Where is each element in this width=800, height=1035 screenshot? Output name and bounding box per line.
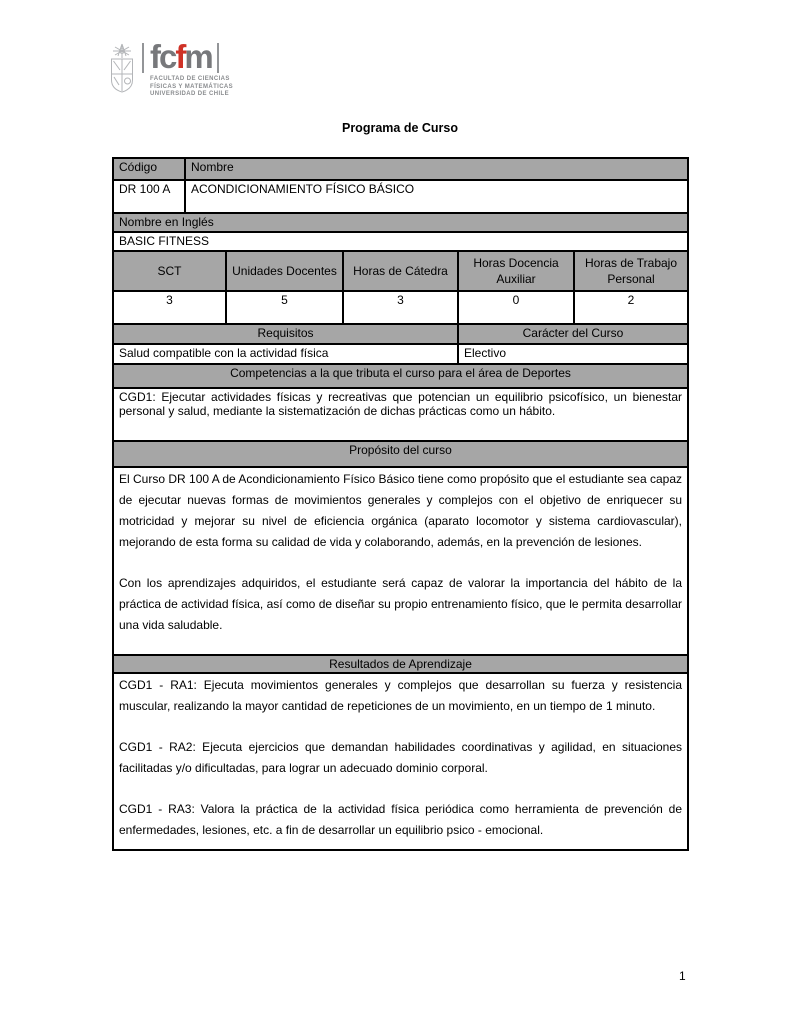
proposito-paragraph: El Curso DR 100 A de Acondicionamiento Físico Básico tiene como propósito que el estudiante sea capaz de ejecutar nuevas formas de movimientos generales y complejos con el objetivo de enriquecer su motricidad y mejorar su nivel de eficiencia orgánica (aparato locomotor y sistema cardiovascular), mejorando de esta forma su calidad de vida y colaborando, además, en la prevención de lesiones. [119,472,682,549]
nombre-value: ACONDICIONAMIENTO FÍSICO BÁSICO [185,180,688,213]
nombre-ingles-value: BASIC FITNESS [113,232,688,251]
logo-text-block [142,38,234,99]
logo-caption-line: UNIVERSIDAD DE CHILE [150,91,230,97]
proposito-text [113,467,688,655]
proposito-paragraph: Con los aprendizajes adquiridos, el estudiante será capaz de valorar la importancia del hábito de la práctica de actividad física, así como de diseñar su propio entrenamiento físico, que le permita desarrollar una vida saludable. [119,576,682,632]
logo-caption [142,76,233,99]
unidades-docentes-value: 5 [226,291,343,324]
caracter-curso-value: Electivo [458,344,688,364]
fcfm-suffix: m [184,38,212,75]
horas-docencia-auxiliar-header: Horas Docencia Auxiliar [458,251,574,291]
sct-value: 3 [113,291,226,324]
unidades-docentes-header: Unidades Docentes [226,251,343,291]
horas-catedra-header: Horas de Cátedra [343,251,458,291]
horas-trabajo-personal-header: Horas de Trabajo Personal [574,251,688,291]
horas-catedra-value: 3 [343,291,458,324]
caracter-curso-header: Carácter del Curso [458,324,688,344]
codigo-value: DR 100 A [113,180,185,213]
nombre-ingles-header: Nombre en Inglés [113,213,688,232]
resultados-text [113,673,688,850]
credit-hours-table [112,250,689,325]
horas-docencia-auxiliar-value: 0 [458,291,574,324]
page-number: 1 [679,969,686,983]
sct-header: SCT [113,251,226,291]
competencias-header: Competencias a la que tributa el curso para el área de Deportes [113,364,688,388]
page-title: Programa de Curso [341,121,458,135]
fcfm-prefix: fc [150,38,176,75]
course-program-table [112,157,689,851]
university-crest-icon [108,43,136,99]
fcfm-logo [108,38,234,99]
resultado-paragraph: CGD1 - RA1: Ejecuta movimientos generales y complejos que desarrollan su fuerza y resistencia muscular, realizando la mayor cantidad de repeticiones de un movimiento, en un tiempo de 1 minuto. [119,678,682,713]
resultados-header: Resultados de Aprendizaje [113,655,688,673]
requirements-table [112,323,689,365]
fcfm-accent-letter: f [175,38,185,75]
sections-table [112,363,689,851]
nombre-header: Nombre [185,158,688,180]
code-name-table [112,157,689,214]
requisitos-header: Requisitos [113,324,458,344]
logo-caption-line: FÍSICAS Y MATEMÁTICAS [150,83,234,90]
codigo-header: Código [113,158,185,180]
resultado-paragraph: CGD1 - RA3: Valora la práctica de la actividad física periódica como herramienta de prevención de enfermedades, lesiones, etc. a fin de desarrollar un equilibrio psico - emocional. [119,802,682,837]
resultado-paragraph: CGD1 - RA2: Ejecuta ejercicios que demandan habilidades coordinativas y agilidad, en situaciones facilitadas y/o dificultadas, para lograr un adecuado dominio corporal. [119,740,682,775]
english-name-table [112,212,689,252]
fcfm-wordmark [142,38,219,75]
proposito-header: Propósito del curso [113,441,688,467]
horas-trabajo-personal-value: 2 [574,291,688,324]
logo-caption-line: FACULTAD DE CIENCIAS [150,76,230,82]
requisitos-value: Salud compatible con la actividad física [113,344,458,364]
competencias-text: CGD1: Ejecutar actividades físicas y recreativas que potencian un equilibrio psicofísico, un bienestar personal y salud, mediante la sistematización de dichas prácticas como un hábito. [113,388,688,441]
